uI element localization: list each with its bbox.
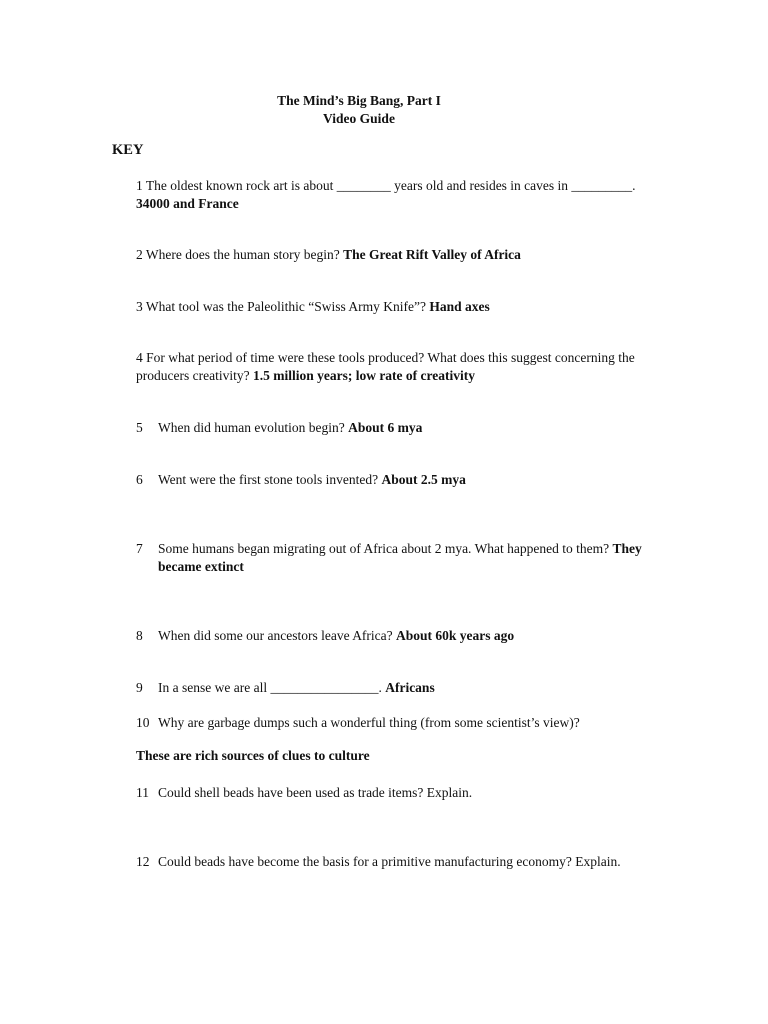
question-text: Where does the human story begin? — [145, 247, 340, 262]
answer-text: They became extinct — [158, 541, 642, 574]
answer-text: About 6 mya — [348, 420, 423, 435]
question-text: For what period of time were these tools produced? What does this suggest concerning the producers creativity? — [136, 350, 635, 383]
question-text: What tool was the Paleolithic “Swiss Army Knife”? — [145, 299, 426, 314]
question-text: The oldest known rock art is about ________ years old and resides in caves in _________. — [145, 178, 636, 193]
question-number: 8 — [136, 628, 143, 643]
question-11 — [136, 784, 658, 802]
answer-text: The Great Rift Valley of Africa — [343, 247, 521, 262]
question-8 — [136, 627, 658, 645]
question-number: 2 — [136, 247, 143, 262]
question-text: In a sense we are all ________________. — [158, 680, 382, 695]
answer-text: About 2.5 mya — [381, 472, 466, 487]
answer-text: Africans — [385, 680, 435, 695]
question-number: 12 — [136, 854, 150, 869]
page-title: The Mind’s Big Bang, Part I — [277, 93, 441, 108]
question-number: 1 — [136, 178, 143, 193]
answer-text: 34000 and France — [136, 196, 239, 211]
answer-text: Hand axes — [429, 299, 490, 314]
question-9 — [136, 679, 658, 697]
question-4 — [136, 349, 636, 385]
question-1 — [136, 177, 636, 213]
question-text: Some humans began migrating out of Africa about 2 mya. What happened to them? — [158, 541, 610, 556]
answer-text: 1.5 million years; low rate of creativity — [252, 368, 476, 383]
question-2 — [136, 246, 636, 264]
question-text: When did human evolution begin? — [158, 420, 345, 435]
question-number: 5 — [136, 420, 143, 435]
question-7 — [136, 540, 658, 576]
question-text: Could beads have become the basis for a primitive manufacturing economy? Explain. — [158, 854, 621, 869]
question-text: Went were the first stone tools invented? — [158, 472, 379, 487]
question-number: 11 — [136, 785, 149, 800]
question-number: 9 — [136, 680, 143, 695]
question-text: Could shell beads have been used as trade items? Explain. — [158, 785, 473, 800]
question-5 — [136, 419, 658, 437]
key-label: KEY — [112, 142, 144, 158]
answer-text: About 60k years ago — [396, 628, 515, 643]
question-number: 7 — [136, 541, 143, 556]
question-text: Why are garbage dumps such a wonderful thing (from some scientist’s view)? — [158, 715, 580, 730]
question-number: 10 — [136, 715, 150, 730]
document-title-block — [0, 92, 718, 128]
question-6 — [136, 471, 658, 489]
question-number: 6 — [136, 472, 143, 487]
question-number: 3 — [136, 299, 143, 314]
question-text: When did some our ancestors leave Africa? — [158, 628, 393, 643]
question-10 — [136, 714, 678, 732]
answer-10-text: These are rich sources of clues to culture — [136, 748, 370, 763]
question-3 — [136, 298, 636, 316]
page-subtitle: Video Guide — [323, 111, 395, 126]
question-number: 4 — [136, 350, 143, 365]
question-12 — [136, 853, 658, 871]
